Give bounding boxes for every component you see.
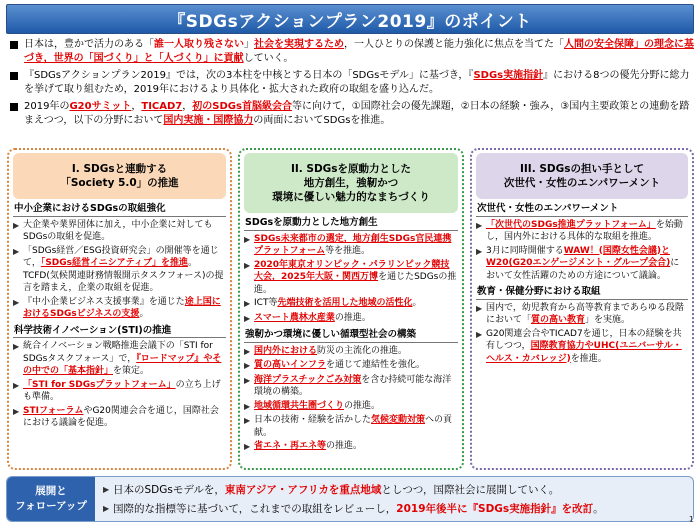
list-item [13, 245, 226, 295]
empowerment-section [476, 203, 688, 282]
intro-section [8, 38, 694, 131]
text: していく。 [243, 53, 294, 64]
label-line: フォローアップ [15, 500, 87, 512]
text-highlight: 人間の安全保障」の理念に基づき，世界の「国づくり」と「人づくり」に貢献 [24, 39, 694, 64]
education-health-section [476, 286, 688, 365]
section-title: 科学技術イノベーション(STI)の推進 [13, 325, 226, 339]
item-highlight: 東南アジア・アフリカを重点地域 [224, 483, 382, 496]
item-text: 。 [593, 502, 604, 515]
resilient-society-section [244, 329, 458, 454]
list-item [244, 359, 458, 373]
sti-section [13, 325, 226, 430]
item-highlight: 国際教育協力やUHC(ユニバーサル・ヘルス・カバレッジ) [486, 341, 682, 364]
arrow-bullet-icon: ▶ [244, 260, 251, 270]
item-highlight: 海洋プラスチックごみ対策 [254, 374, 362, 385]
list-item [244, 374, 458, 399]
arrow-bullet-icon: ▶ [13, 246, 20, 256]
section-title: 次世代・女性のエンパワーメント [476, 203, 688, 217]
list-item [244, 297, 458, 311]
item-highlight: 『ロードマップ』やその中での「基本指針」 [23, 353, 222, 376]
item-highlight: 「次世代のSDGs推進プラットフォーム」 [486, 219, 656, 230]
item-highlight: STIフォーラム [23, 405, 84, 416]
item-text: 統合イノベーション戦略推進会議下の「STI for SDGsタスクフォース」で， [23, 341, 213, 364]
arrow-bullet-icon: ▶ [244, 416, 251, 425]
item-text: を策定。 [113, 366, 150, 376]
item-highlight: 2019年後半に『SDGs実施指針』を改訂 [396, 502, 594, 515]
arrow-bullet-icon: ▶ [103, 504, 110, 513]
section-title: 教育・保健分野における取組 [476, 286, 688, 300]
list-item [13, 296, 226, 321]
list-item [13, 379, 226, 404]
item-text: 「SDGs経営／ESG投資研究会」の開催等を通じて， [23, 245, 219, 268]
intro-paragraph-1 [8, 38, 694, 66]
item-highlight: 「STI for SDGsプラットフォーム」 [23, 379, 176, 390]
text: 』における8つの優先分野に総力を挙げて取り組むため，2019年におけるより具体化・拡大された政府の取組を盛り込んだ。 [24, 70, 690, 95]
heading-line: I. SDGsと連動する [71, 163, 168, 175]
followup-section [6, 476, 694, 522]
text-highlight: TICAD7 [141, 101, 183, 112]
section-title: 強靭かつ環境に優しい循環型社会の構築 [244, 329, 458, 343]
item-highlight: 質の高いインフラ [254, 360, 327, 370]
pillar-2-column [238, 148, 464, 470]
heading-line: 環境に優しい魅力的なまちづくり [272, 191, 430, 203]
item-highlight: 気候変動対策 [371, 415, 426, 425]
text-highlight: G20サミット [69, 101, 132, 112]
list-item [244, 345, 458, 359]
list-item [476, 328, 688, 366]
followup-row [103, 499, 604, 518]
square-bullet-icon [10, 103, 18, 111]
item-text: を通じたSDGsの推進。 [254, 272, 457, 295]
item-highlight: スマート農林水産業 [254, 312, 335, 323]
arrow-bullet-icon: ▶ [244, 234, 251, 244]
item-text: を推進。 [570, 353, 607, 364]
item-text: 日本の技術・経験を活かした [254, 415, 372, 425]
intro-paragraph-2 [8, 69, 694, 97]
text: 『SDGsアクションプラン2019』では，次の3本柱を中核とする日本の「SDGsモデル」に基づき，『 [24, 70, 474, 81]
page-number: 1 [688, 515, 694, 524]
text-highlight: 誰一人取り残さない [154, 39, 244, 50]
arrow-bullet-icon: ▶ [476, 329, 483, 339]
heading-line: 地方創生，強靭かつ [303, 177, 399, 189]
item-text: 。 [412, 298, 422, 308]
text: 2019年の [24, 101, 70, 112]
list-item [476, 302, 688, 327]
text-highlight: 国内実施・国際協力 [163, 115, 254, 126]
list-item [244, 233, 458, 258]
square-bullet-icon [10, 72, 18, 80]
text-highlight: SDGs実施指針 [473, 70, 544, 81]
arrow-bullet-icon: ▶ [13, 220, 20, 230]
list-item [13, 340, 226, 378]
arrow-bullet-icon: ▶ [244, 313, 251, 323]
item-text: 『中小企業ビジネス支援事業』を通じた [23, 296, 185, 307]
pillar-2-heading [244, 153, 458, 213]
list-item [244, 259, 458, 297]
page-title: 『SDGsアクションプラン2019』のポイント [6, 4, 694, 34]
text-highlight: 初のSDGs首脳級会合 [192, 101, 292, 112]
item-text: を含む持続可能な海洋環境の構築。 [254, 374, 452, 397]
item-text: 大企業や業界団体に加え，中小企業に対してもSDGsの取組を促進。 [23, 219, 213, 242]
pillar-3-column [470, 148, 694, 470]
arrow-bullet-icon: ▶ [476, 220, 483, 230]
list-item [244, 440, 458, 454]
item-text: を始動し，国内外における具体的な取組を推進。 [486, 219, 683, 242]
section-title: 中小企業におけるSDGsの取組強化 [13, 203, 226, 217]
text: 」 [244, 39, 254, 50]
sme-section [13, 203, 226, 321]
heading-line: 「Society 5.0」の推進 [60, 177, 179, 189]
item-text: 。 [139, 309, 149, 319]
item-text: への貢献。 [254, 415, 453, 438]
item-text: 防災の主流化の推進。 [317, 345, 408, 356]
item-highlight: 国内外における [254, 345, 318, 356]
arrow-bullet-icon: ▶ [244, 299, 251, 308]
pillar-1-heading [13, 153, 226, 199]
item-text: の立ち上げも準備。 [23, 379, 221, 402]
item-text: の推進。 [334, 312, 371, 323]
item-highlight: SDGs未来都市の選定，地方創生SDGs官民連携プラットフォーム [254, 233, 452, 256]
heading-line: II. SDGsを原動力とした [290, 163, 412, 175]
item-text: 国際的な指標等に基づいて，これまでの取組をレビューし， [113, 502, 397, 515]
list-item [476, 219, 688, 244]
item-highlight: 省エネ・再エネ等 [254, 441, 327, 451]
item-text: において女性活躍のための方途について議論。 [486, 258, 680, 281]
arrow-bullet-icon: ▶ [476, 303, 483, 313]
item-text: 国内で，幼児教育から高等教育まであらゆる段階において「 [486, 302, 684, 325]
item-text: の推進。 [344, 400, 381, 411]
arrow-bullet-icon: ▶ [476, 246, 483, 256]
text-highlight: 社会を実現するため [254, 39, 344, 50]
arrow-bullet-icon: ▶ [244, 375, 251, 385]
intro-paragraph-3 [8, 100, 694, 128]
item-highlight: 先端技術を活用した地域の活性化 [277, 298, 413, 308]
item-text: ICT等 [254, 298, 278, 308]
square-bullet-icon [10, 41, 18, 49]
section-title: SDGsを原動力とした地方創生 [244, 217, 458, 231]
list-item [244, 312, 458, 326]
text: ，一人ひとりの保護と能力強化に焦点を当てた「 [344, 39, 564, 50]
arrow-bullet-icon: ▶ [13, 342, 20, 351]
item-text: 等を推進。 [325, 246, 371, 256]
pillar-1-column [7, 148, 232, 470]
item-text: 」を実施。 [585, 315, 631, 325]
item-highlight: 途上国におけるSDGsビジネスの支援 [23, 296, 221, 319]
text: ， [131, 101, 142, 112]
list-item [13, 405, 226, 430]
arrow-bullet-icon: ▶ [244, 442, 251, 451]
item-text: の推進。 [326, 441, 363, 451]
followup-row [103, 480, 604, 499]
heading-line: III. SDGsの担い手として [519, 163, 644, 175]
item-text: 日本のSDGsモデルを， [113, 483, 225, 496]
list-item [476, 245, 688, 283]
list-item [244, 414, 458, 439]
item-text: やG20関連会合を通じ，国際社会における議論を促進。 [23, 405, 219, 428]
text: 日本は，豊かで活力のある「 [24, 39, 154, 50]
item-text: としつつ，国際社会に展開していく。 [381, 483, 560, 496]
arrow-bullet-icon: ▶ [13, 406, 20, 416]
pillar-3-heading [476, 153, 688, 199]
item-text: 。TCFD(気候関連財務情報開示タスクフォース)の提言を踏まえ，企業の取組を促進。 [23, 258, 224, 293]
arrow-bullet-icon: ▶ [244, 346, 251, 356]
arrow-bullet-icon: ▶ [103, 485, 110, 494]
text: ， [182, 101, 193, 112]
arrow-bullet-icon: ▶ [244, 361, 251, 370]
label-line: 展開と [35, 485, 67, 497]
text: の両面においてSDGsを推進。 [253, 115, 391, 126]
item-text: 3月に同時開催する [486, 245, 564, 256]
list-item [244, 400, 458, 414]
heading-line: 次世代・女性のエンパワーメント [503, 177, 661, 189]
regional-revitalization-section [244, 217, 458, 325]
followup-body [95, 480, 604, 518]
item-highlight: 地域循環共生圏づくり [254, 400, 345, 411]
list-item [13, 219, 226, 244]
item-highlight: 2020年東京オリンピック・パラリンピック競技大会，2025年大阪・関西万博 [254, 259, 450, 282]
item-text: を通じて連結性を強化。 [326, 360, 426, 370]
item-highlight: 質の高い教育 [531, 315, 586, 325]
item-highlight: WAW！(国際女性会議)とW20(G20エンゲージメント・グループ会合) [486, 245, 671, 268]
text: 等に向けて，①国際社会の優先課題，②日本の経験・強み，③国内主要政策との連動を踏まえつつ，以下の分野において [24, 101, 690, 126]
arrow-bullet-icon: ▶ [13, 380, 20, 390]
arrow-bullet-icon: ▶ [244, 401, 251, 411]
item-text: G20関連会合やTICAD7を通じ，日本の経験を共有しつつ， [486, 328, 682, 351]
item-highlight: 「SDGs経営イニシアティブ」を推進 [40, 258, 188, 268]
arrow-bullet-icon: ▶ [13, 297, 20, 307]
followup-label [7, 477, 95, 521]
